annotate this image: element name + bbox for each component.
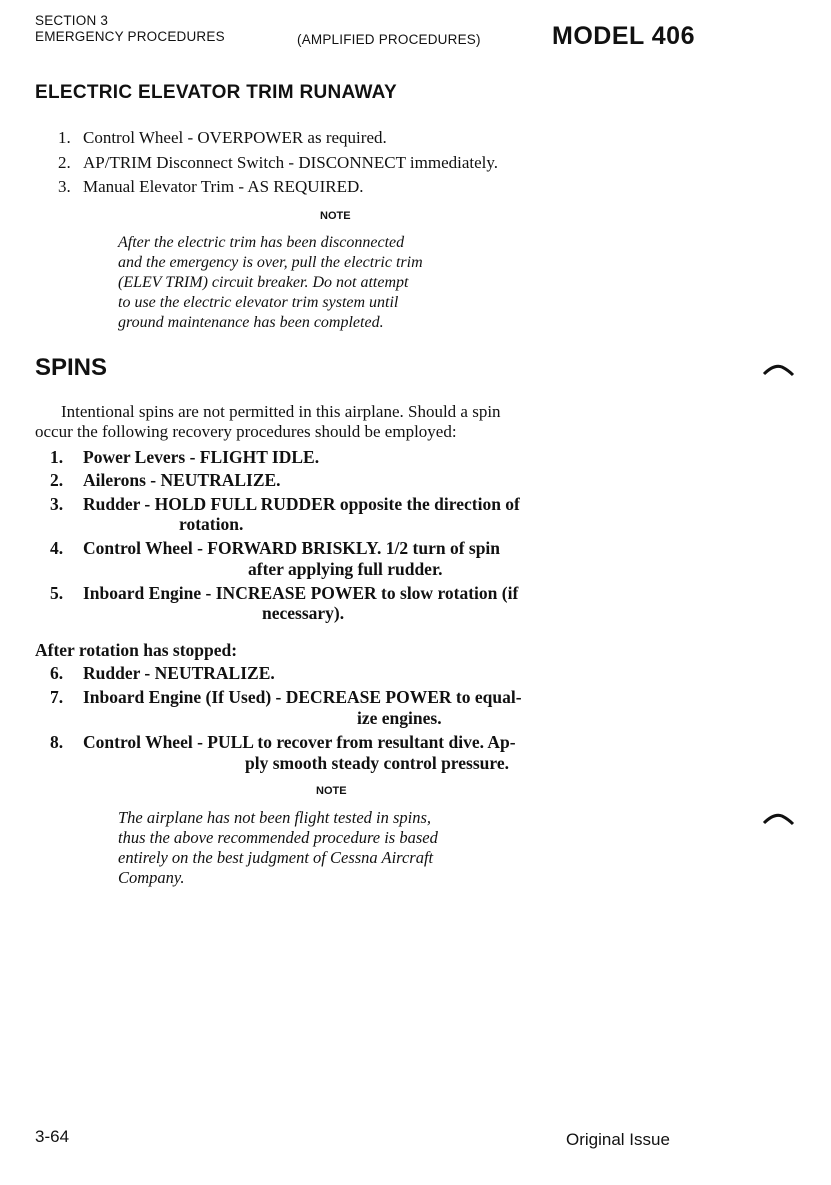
step-number: 3. [58,177,71,196]
spins-intro [35,402,695,442]
note-line: (ELEV TRIM) circuit breaker. Do not attempt [118,274,409,291]
step-number: 1. [50,447,64,467]
step-number: 8. [50,732,64,752]
intro-line: Intentional spins are not permitted in this airplane. Should a spin [61,402,501,421]
note-text [118,233,423,333]
step-number: 5. [50,583,64,603]
step-label: Power Levers - [83,447,200,467]
page-number: 3-64 [35,1127,70,1146]
step-action: NEUTRALIZE. [160,470,281,490]
elevator-trim-heading: ELECTRIC ELEVATOR TRIM RUNAWAY [35,82,397,103]
step-number: 2. [50,470,64,490]
step-number: 3. [50,494,64,514]
model-title: MODEL 406 [552,22,695,50]
step-continuation: ize engines. [357,708,442,728]
change-bar-icon [762,811,796,827]
note-line: The airplane has not been flight tested in spins, [118,808,432,827]
step-label: Rudder - [83,494,155,514]
step-number: 4. [50,538,64,558]
spins-heading: SPINS [35,354,108,381]
note-line: ground maintenance has been completed. [118,314,384,331]
step-number: 6. [50,663,64,683]
step-action: NEUTRALIZE. [154,663,275,683]
step-action: FORWARD BRISKLY. 1/2 turn of spin [207,538,501,558]
step-text: Manual Elevator Trim - AS REQUIRED. [83,177,364,196]
step-action: FLIGHT IDLE. [199,447,320,467]
after-rotation-label: After rotation has stopped: [35,640,238,660]
note-line: After the electric trim has been disconnected [118,234,405,251]
step-label: Inboard Engine (If Used) - [83,687,286,707]
note-line: to use the electric elevator trim system until [118,294,399,311]
header-subtitle: (AMPLIFIED PROCEDURES) [297,32,481,47]
step-continuation: after applying full rudder. [248,559,443,579]
step-label: Control Wheel - [83,538,208,558]
step-continuation: ply smooth steady control pressure. [245,753,509,773]
note-line: entirely on the best judgment of Cessna Aircraft [118,848,434,867]
intro-line: occur the following recovery procedures should be employed: [35,422,457,441]
step-number: 7. [50,687,64,707]
section-number: SECTION 3 [35,13,109,28]
step-action: INCREASE POWER to slow rotation (if [215,583,519,603]
note-line: Company. [118,868,185,887]
step-label: Ailerons - [83,470,161,490]
step-label: Control Wheel - [83,732,208,752]
step-text: Control Wheel - OVERPOWER as required. [83,128,387,147]
step-action: PULL to recover from resultant dive. Ap- [207,732,516,752]
step-label: Inboard Engine - [83,583,216,603]
section-title: EMERGENCY PROCEDURES [35,29,225,44]
step-continuation: rotation. [179,514,244,534]
step-action: HOLD FULL RUDDER opposite the direction of [154,494,520,514]
issue-label: Original Issue [566,1130,670,1149]
note-title: NOTE [316,785,347,797]
note-title: NOTE [320,210,351,222]
note-text [118,808,438,888]
step-continuation: necessary). [262,603,345,623]
step-number: 1. [58,128,71,147]
step-label: Rudder - [83,663,155,683]
step-number: 2. [58,153,71,172]
note-line: and the emergency is over, pull the electric trim [118,254,423,271]
note-line: thus the above recommended procedure is based [118,828,438,847]
step-action: DECREASE POWER to equal- [285,687,522,707]
change-bar-icon [762,362,796,378]
step-text: AP/TRIM Disconnect Switch - DISCONNECT immediately. [83,153,499,172]
